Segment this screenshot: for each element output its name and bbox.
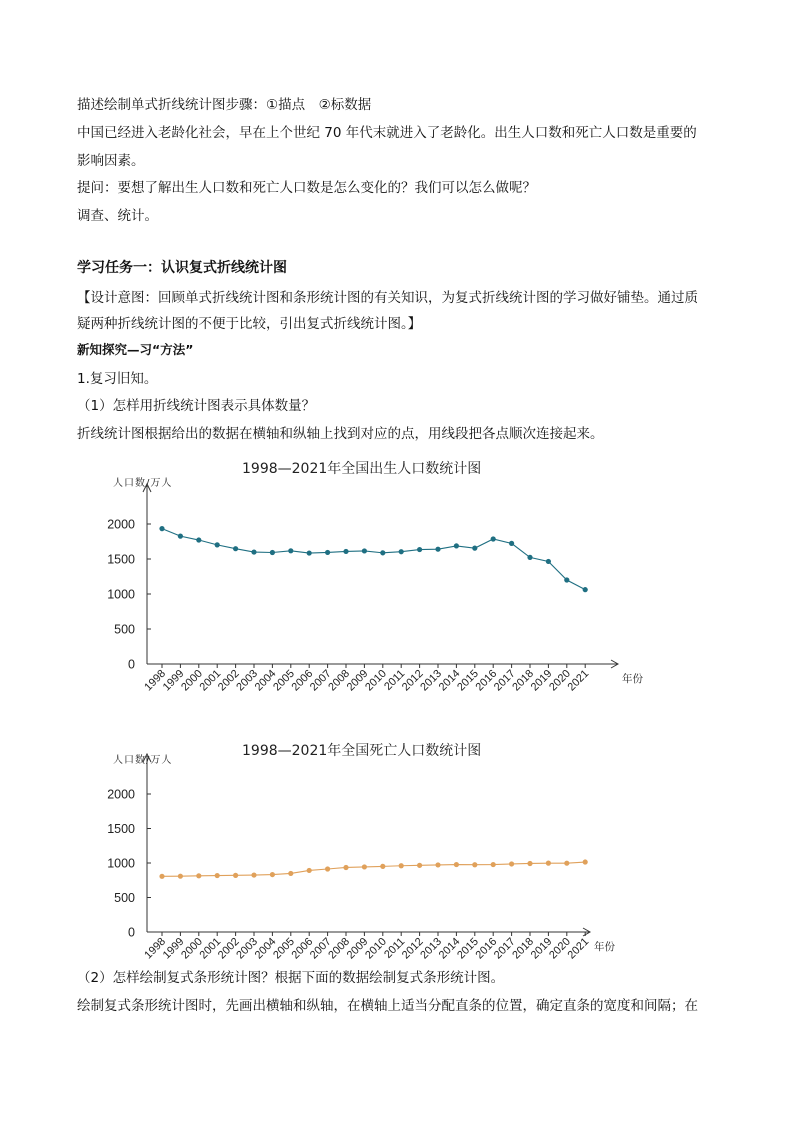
x-tick-label: 2006 [289, 935, 316, 962]
data-point [288, 871, 293, 876]
x-tick-label: 2020 [547, 667, 573, 694]
x-tick-label: 2004 [252, 935, 279, 962]
x-tick-label: 2008 [326, 667, 353, 694]
text-a2: 绘制复式条形统计图时，先画出横轴和纵轴，在横轴上适当分配直条的位置，确定直条的宽度和间隔；在 [77, 998, 698, 1014]
x-tick-label: 2003 [234, 935, 261, 962]
x-axis-label: 年份 [594, 941, 615, 953]
text-aging-cont: 影响因素。 [77, 153, 145, 169]
data-point [325, 866, 330, 871]
x-tick-label: 2013 [418, 935, 445, 962]
x-tick-label: 1998 [142, 935, 169, 962]
data-point [491, 862, 496, 867]
y-tick-label: 500 [114, 891, 135, 905]
data-point [527, 861, 532, 866]
x-tick-label: 2011 [382, 667, 408, 693]
x-tick-label: 2004 [252, 667, 279, 694]
y-tick-label: 0 [128, 925, 135, 940]
y-tick-label: 500 [114, 622, 135, 637]
x-tick-label: 2014 [436, 935, 463, 962]
text-review: 1.复习旧知。 [77, 371, 158, 387]
data-point [399, 863, 404, 868]
text-q2: （2）怎样绘制复式条形统计图？根据下面的数据绘制复式条形统计图。 [77, 970, 505, 986]
y-tick-label: 1500 [107, 822, 135, 836]
x-tick-label: 2009 [344, 667, 371, 694]
x-tick-label: 2017 [491, 935, 518, 962]
y-tick-label: 2000 [107, 787, 135, 802]
chart2-ylabel: 人口数/万人 [113, 755, 173, 766]
x-tick-label: 2005 [271, 935, 297, 962]
data-point [233, 873, 238, 878]
x-tick-label: 1999 [160, 935, 187, 962]
x-tick-label: 2007 [307, 935, 334, 962]
data-point [417, 863, 422, 868]
x-tick-label: 2008 [326, 935, 353, 962]
data-point [583, 859, 588, 864]
x-tick-label: 2001 [197, 667, 224, 694]
x-tick-label: 2006 [289, 667, 316, 694]
data-point [270, 872, 275, 877]
data-point [307, 868, 312, 873]
chart1-ylabel: 人口数/万人 [113, 478, 173, 489]
x-tick-label: 2002 [215, 935, 242, 962]
data-point [380, 864, 385, 869]
text-answer: 调查、统计。 [77, 208, 158, 224]
x-tick-label: 2017 [491, 667, 518, 694]
x-tick-label: 2002 [215, 667, 242, 694]
data-point [159, 874, 164, 879]
y-tick-label: 1000 [107, 587, 135, 602]
data-point [196, 873, 201, 878]
x-tick-label: 1999 [160, 667, 187, 694]
x-tick-label: 2000 [179, 935, 205, 962]
x-tick-label: 2001 [197, 935, 224, 962]
y-tick-label: 1500 [107, 552, 135, 567]
data-point [472, 862, 477, 867]
data-point [178, 874, 183, 879]
x-tick-label: 2013 [418, 667, 445, 694]
data-point [454, 862, 459, 867]
x-tick-label: 2000 [179, 667, 205, 694]
x-tick-label: 2012 [399, 935, 426, 962]
text-q1: （1）怎样用折线统计图表示具体数量？ [77, 398, 316, 414]
design-intent: 【设计意图：回顾单式折线统计图和条形统计图的有关知识，为复式折线统计图的学习做好铺垫。通过质 [77, 290, 698, 306]
x-tick-label: 2010 [363, 667, 389, 694]
text-a1: 折线统计图根据给出的数据在横轴和纵轴上找到对应的点，用线段把各点顺次连接起来。 [77, 426, 604, 442]
text-steps: 描述绘制单式折线统计图步骤：①描点 ②标数据 [77, 97, 372, 113]
data-point [343, 865, 348, 870]
x-tick-label: 2010 [363, 935, 389, 962]
x-tick-label: 2015 [455, 667, 481, 694]
x-tick-label: 2016 [473, 667, 500, 694]
x-tick-label: 2019 [528, 667, 555, 694]
x-tick-label: 2011 [382, 935, 408, 961]
x-tick-label: 2007 [307, 667, 334, 694]
x-tick-label: 2009 [344, 935, 371, 962]
series-line [162, 862, 585, 876]
chart1-title: 1998—2021年全国出生人口数统计图 [242, 461, 482, 477]
x-tick-label: 1998 [142, 667, 169, 694]
x-tick-label: 2014 [436, 667, 463, 694]
data-point [251, 872, 256, 877]
x-tick-label: 2012 [399, 667, 426, 694]
x-tick-label: 2021 [565, 667, 592, 694]
data-point [509, 861, 514, 866]
data-point [435, 862, 440, 867]
section-heading: 学习任务一：认识复式折线统计图 [77, 260, 287, 276]
data-point [215, 873, 220, 878]
chart2-title: 1998—2021年全国死亡人口数统计图 [242, 743, 482, 759]
data-point [546, 861, 551, 866]
x-tick-label: 2003 [234, 667, 261, 694]
y-tick-label: 1000 [107, 856, 135, 871]
x-tick-label: 2016 [473, 935, 500, 962]
x-tick-label: 2018 [510, 935, 537, 962]
y-tick-label: 2000 [107, 517, 135, 532]
x-tick-label: 2005 [271, 667, 297, 694]
text-aging: 中国已经进入老龄化社会，早在上个世纪 70 年代末就进入了老龄化。出生人口数和死亡人口数是重要的 [77, 125, 697, 141]
x-axis-label: 年份 [622, 673, 643, 685]
text-question: 提问：要想了解出生人口数和死亡人口数是怎么变化的？我们可以怎么做呢？ [77, 180, 536, 196]
x-tick-label: 2015 [455, 935, 481, 962]
x-tick-label: 2021 [565, 935, 592, 962]
design-intent-cont: 疑两种折线统计图的不便于比较，引出复式折线统计图。】 [77, 316, 422, 332]
x-tick-label: 2018 [510, 667, 537, 694]
x-tick-label: 2020 [547, 935, 573, 962]
subheading-explore: 新知探究—习“方法” [77, 342, 194, 357]
y-tick-label: 0 [128, 657, 135, 672]
data-point [564, 861, 569, 866]
data-point [362, 864, 367, 869]
x-tick-label: 2019 [528, 935, 555, 962]
